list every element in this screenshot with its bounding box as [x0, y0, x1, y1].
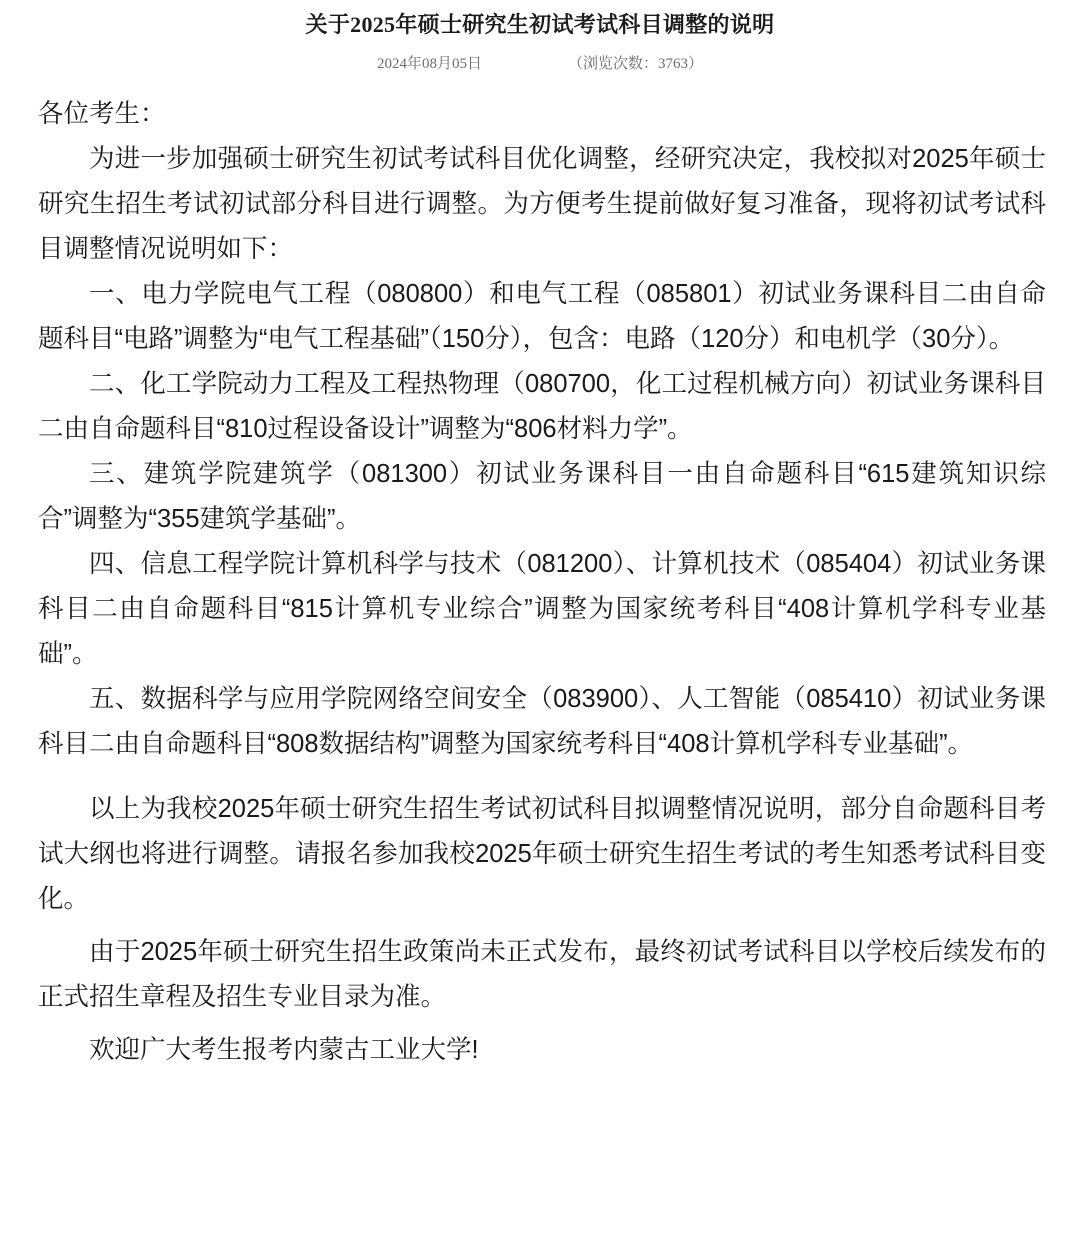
intro-paragraph: 为进一步加强硕士研究生初试考试科目优化调整，经研究决定，我校拟对2025年硕士研究生招生考试初试部分科目进行调整。为方便考生提前做好复习准备，现将初试考试科目调整情况说明如下： — [38, 145, 1046, 263]
salutation-paragraph: 各位考生： — [38, 100, 166, 128]
document-header — [0, 0, 1080, 74]
page-title: 关于2025年硕士研究生初试考试科目调整的说明 — [305, 12, 775, 37]
document-meta — [0, 54, 1080, 74]
adjustment-item-3: 三、建筑学院建筑学（081300）初试业务课科目一由自命题科目“615建筑知识综合”调整为“355建筑学基础”。 — [38, 460, 1046, 533]
adjustment-item-5: 五、数据科学与应用学院网络空间安全（083900）、人工智能（085410）初试业务课科目二由自命题科目“808数据结构”调整为国家统考科目“408计算机学科专业基础”。 — [38, 685, 1046, 758]
adjustment-item-4: 四、信息工程学院计算机科学与技术（081200）、计算机技术（085404）初试业务课科目二由自命题科目“815计算机专业综合”调整为国家统考科目“408计算机学科专业基础”。 — [38, 550, 1046, 668]
closing-paragraph-1: 以上为我校2025年硕士研究生招生考试初试科目拟调整情况说明，部分自命题科目考试大纲也将进行调整。请报名参加我校2025年硕士研究生招生考试的考生知悉考试科目变化。 — [38, 795, 1046, 913]
document-body — [0, 92, 1080, 1073]
closing-paragraph-3: 欢迎广大考生报考内蒙古工业大学! — [89, 1036, 479, 1064]
adjustment-item-2: 二、化工学院动力工程及工程热物理（080700，化工过程机械方向）初试业务课科目二由自命题科目“810过程设备设计”调整为“806材料力学”。 — [38, 370, 1046, 443]
publish-date: 2024年08月05日 — [376, 56, 482, 72]
adjustment-item-1: 一、电力学院电气工程（080800）和电气工程（085801）初试业务课科目二由自命题科目“电路”调整为“电气工程基础”（150分），包含：电路（120分）和电机学（30分）。 — [38, 280, 1046, 353]
closing-paragraph-2: 由于2025年硕士研究生招生政策尚未正式发布，最终初试考试科目以学校后续发布的正式招生章程及招生专业目录为准。 — [38, 938, 1046, 1011]
view-count: （浏览次数：3763） — [568, 56, 704, 72]
